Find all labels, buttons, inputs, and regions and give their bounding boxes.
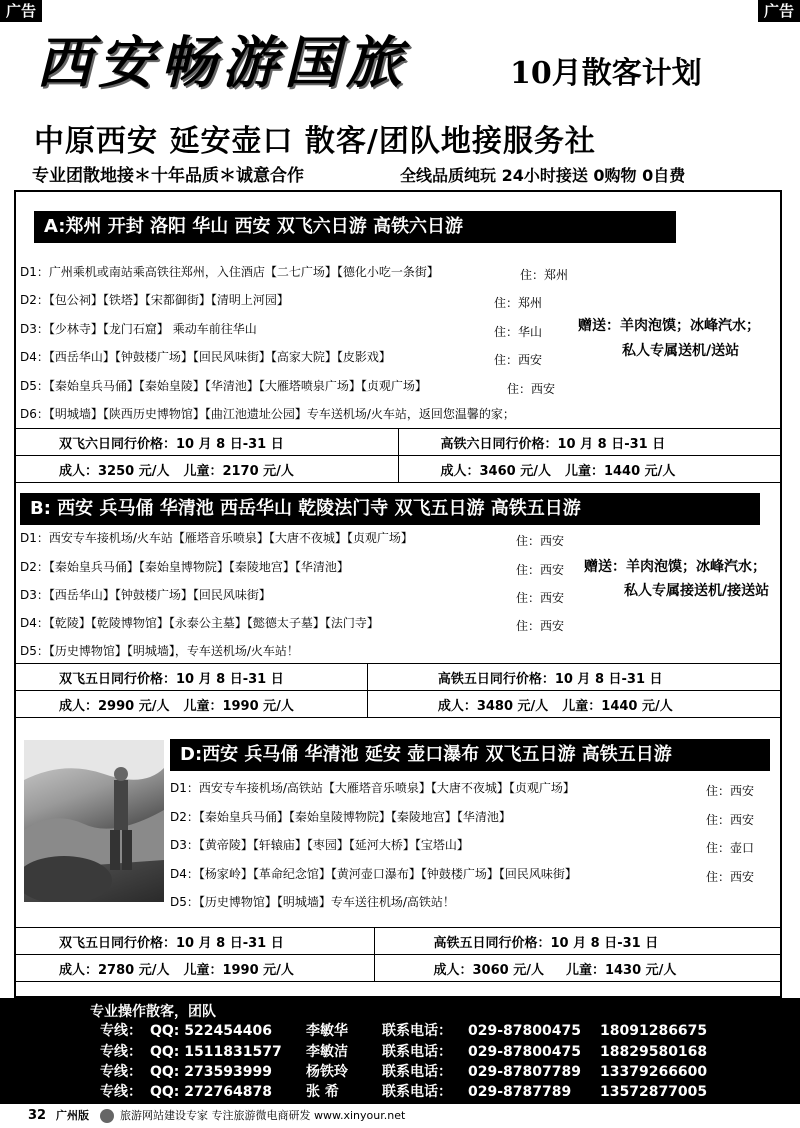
section-b-price-table xyxy=(14,663,782,718)
contact-name: 李敏洁 xyxy=(306,1044,348,1060)
contact-name: 李敏华 xyxy=(306,1023,348,1039)
contact-label: 专线： xyxy=(100,1044,142,1060)
contact-phone: 029-87807789 xyxy=(468,1064,581,1080)
contact-qq: QQ: 522454406 xyxy=(150,1023,272,1039)
section-b-day-5: D5：【历史博物馆】【明城墙】，专车送机场/火车站！ xyxy=(20,644,299,658)
section-b-title: B: 西安 兵马俑 华清池 西岳华山 乾陵法门寺 双飞五日游 高铁五日游 xyxy=(20,493,760,525)
contact-mobile: 13379266600 xyxy=(600,1064,708,1080)
section-a-day-6: D6：【明城墙】【陕西历史博物馆】【曲江池遗址公园】专车送机场/火车站，返回您温馨的家； xyxy=(20,407,515,421)
contact-phone: 029-8787789 xyxy=(468,1084,572,1100)
publisher-note: 旅游网站建设专家 专注旅游微电商研发 www.xinyour.net xyxy=(120,1109,406,1122)
section-d-adult-right: 成人：3060 元/人 xyxy=(433,962,544,978)
section-a-child-left: 儿童：2170 元/人 xyxy=(183,463,294,479)
section-d-stay-1: 住：西安 xyxy=(706,784,755,798)
section-a-day-5: D5：【秦始皇兵马俑】【秦始皇陵】【华清池】【大雁塔喷泉广场】【贞观广场】 xyxy=(20,379,427,393)
section-a-adult-right: 成人：3460 元/人 xyxy=(440,463,551,479)
section-d-stay-4: 住：西安 xyxy=(706,870,755,884)
waterfall-photo xyxy=(24,740,164,902)
section-b-stay-2: 住：西安 xyxy=(516,563,565,577)
section-b-adult-right: 成人：3480 元/人 xyxy=(437,698,549,714)
section-b-gift-2: 私人专属接送机/接送站 xyxy=(624,583,770,599)
section-b-child-left: 儿童：1990 元/人 xyxy=(183,698,294,714)
section-d-day-3: D3：【黄帝陵】【轩辕庙】【枣园】【延河大桥】【宝塔山】 xyxy=(170,838,469,852)
section-b-price-right-title: 高铁五日同行价格：10 月 8 日-31 日 xyxy=(437,671,663,687)
contact-label: 专线： xyxy=(100,1023,142,1039)
contact-footer xyxy=(0,998,800,1104)
section-a-price-left-title: 双飞六日同行价格：10 月 8 日-31 日 xyxy=(59,436,284,452)
subtitle: 中原西安 延安壶口 散客/团队地接服务社 xyxy=(34,124,596,159)
section-a-price-right-title: 高铁六日同行价格：10 月 8 日-31 日 xyxy=(440,436,666,452)
section-d-child-right: 儿童：1430 元/人 xyxy=(565,962,677,978)
section-b-adult-left: 成人：2990 元/人 xyxy=(59,698,170,714)
contact-mobile: 18829580168 xyxy=(600,1044,708,1060)
section-a-title: A:郑州 开封 洛阳 华山 西安 双飞六日游 高铁六日游 xyxy=(34,211,676,243)
page-footer xyxy=(0,1104,800,1128)
section-b-day-3: D3：【西岳华山】【钟鼓楼广场】【回民风味街】 xyxy=(20,588,271,602)
slogan-right: 全线品质纯玩 24小时接送 0购物 0自费 xyxy=(400,166,686,185)
contact-phone-label: 联系电话： xyxy=(382,1084,452,1100)
section-a-day-1: D1：广州乘机或南站乘高铁往郑州，入住酒店【二七广场】【德化小吃一条街】 xyxy=(20,265,439,279)
contact-mobile: 18091286675 xyxy=(600,1023,708,1039)
section-b-day-2: D2：【秦始皇兵马俑】【秦始皇博物院】【秦陵地宫】【华清池】 xyxy=(20,560,349,574)
contact-phone: 029-87800475 xyxy=(468,1044,581,1060)
section-d-price-right-title: 高铁五日同行价格：10 月 8 日-31 日 xyxy=(433,935,659,951)
section-a-stay-1: 住：郑州 xyxy=(520,268,569,282)
section-d-day-2: D2：【秦始皇兵马俑】【秦始皇陵博物院】【秦陵地宫】【华清池】 xyxy=(170,810,511,824)
plan-title: 10月散客计划 xyxy=(510,56,702,91)
section-a-stay-2: 住：郑州 xyxy=(494,296,543,310)
contact-name: 张 希 xyxy=(306,1084,339,1100)
logo-icon xyxy=(100,1109,114,1123)
contact-phone: 029-87800475 xyxy=(468,1023,581,1039)
section-d-day-1: D1：西安专车接机场/高铁站【大雁塔音乐喷泉】【大唐不夜城】【贞观广场】 xyxy=(170,781,575,795)
waterfall-illustration xyxy=(24,740,164,902)
section-a-stay-3: 住：华山 xyxy=(494,325,543,339)
footer-heading: 专业操作散客，团队 xyxy=(90,1004,216,1020)
slogan-left: 专业团散地接＊十年品质＊诚意合作 xyxy=(32,166,304,186)
section-a-child-right: 儿童：1440 元/人 xyxy=(564,463,676,479)
section-d-stay-2: 住：西安 xyxy=(706,813,755,827)
section-a-adult-left: 成人：3250 元/人 xyxy=(59,463,170,479)
contact-qq: QQ: 272764878 xyxy=(150,1084,272,1100)
section-a-day-3: D3：【少林寺】【龙门石窟】 乘动车前往华山 xyxy=(20,322,257,336)
section-d-day-4: D4：【杨家岭】【革命纪念馆】【黄河壶口瀑布】【钟鼓楼广场】【回民风味街】 xyxy=(170,867,577,881)
brand-title: 西安畅游国旅 xyxy=(36,30,408,96)
section-a-day-4: D4：【西岳华山】【钟鼓楼广场】【回民风味街】【高家大院】【皮影戏】 xyxy=(20,350,391,364)
section-b-price-left-title: 双飞五日同行价格：10 月 8 日-31 日 xyxy=(59,671,284,687)
contact-qq: QQ: 273593999 xyxy=(150,1064,272,1080)
section-d-child-left: 儿童：1990 元/人 xyxy=(183,962,294,978)
section-a-day-2: D2：【包公祠】【铁塔】【宋都御街】【清明上河园】 xyxy=(20,293,289,307)
section-a-stay-4: 住：西安 xyxy=(494,353,543,367)
section-b-stay-3: 住：西安 xyxy=(516,591,565,605)
section-a-gift-2: 私人专属送机/送站 xyxy=(622,343,740,359)
contact-phone-label: 联系电话： xyxy=(382,1023,452,1039)
section-b-child-right: 儿童：1440 元/人 xyxy=(562,698,673,714)
section-a-stay-5: 住：西安 xyxy=(507,382,556,396)
contact-name: 杨铁玲 xyxy=(306,1064,348,1080)
section-b-stay-4: 住：西安 xyxy=(516,619,565,633)
section-b-day-1: D1：西安专车接机场/火车站【雁塔音乐喷泉】【大唐不夜城】【贞观广场】 xyxy=(20,531,413,545)
section-b-day-4: D4：【乾陵】【乾陵博物馆】【永泰公主墓】【懿德太子墓】【法门寺】 xyxy=(20,616,379,630)
section-b-gift-1: 赠送：羊肉泡馍；冰峰汽水； xyxy=(584,559,766,575)
contact-label: 专线： xyxy=(100,1064,142,1080)
ad-label-left: 广告 xyxy=(0,0,42,22)
page-number: 32 xyxy=(28,1108,47,1123)
contact-mobile: 13572877005 xyxy=(600,1084,708,1100)
contact-qq: QQ: 1511831577 xyxy=(150,1044,282,1060)
section-d-day-5: D5：【历史博物馆】【明城墙】专车送往机场/高铁站！ xyxy=(170,895,455,909)
section-a-price-table xyxy=(14,428,782,483)
contact-label: 专线： xyxy=(100,1084,142,1100)
section-a-gift-1: 赠送：羊肉泡馍；冰峰汽水； xyxy=(578,318,760,334)
edition-label: 广州版 xyxy=(56,1109,89,1122)
section-d-price-left-title: 双飞五日同行价格：10 月 8 日-31 日 xyxy=(59,935,284,951)
section-d-adult-left: 成人：2780 元/人 xyxy=(59,962,170,978)
contact-phone-label: 联系电话： xyxy=(382,1064,452,1080)
ad-label-right: 广告 xyxy=(758,0,800,22)
contact-phone-label: 联系电话： xyxy=(382,1044,452,1060)
section-b-stay-1: 住：西安 xyxy=(516,534,565,548)
section-d-title: D:西安 兵马俑 华清池 延安 壶口瀑布 双飞五日游 高铁五日游 xyxy=(170,739,770,771)
section-d-price-table xyxy=(14,927,782,982)
section-d-stay-3: 住：壶口 xyxy=(706,841,755,855)
